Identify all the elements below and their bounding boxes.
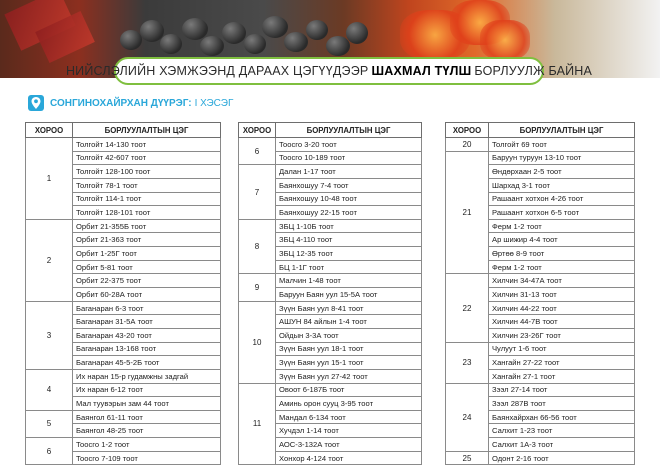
sales-point: Баруун туруун 13-10 тоот [489,151,635,165]
table-row [446,342,635,356]
sales-point: Баруун Баян уул 15-5А тоот [276,288,422,302]
sales-point: Зүүн Баян уул 15-1 тоот [276,356,422,370]
khoroo-number: 9 [239,274,276,301]
khoroo-number: 11 [239,383,276,465]
sales-point: Хилчин 44-7В тоот [489,315,635,329]
sales-point: Зээл 27-14 тоот [489,383,635,397]
sales-point: Орбит 22-375 тоот [73,274,221,288]
sales-point: Толгойт 42-607 тоот [73,151,221,165]
sales-point: Баянхайрхан 66-56 тоот [489,410,635,424]
sales-point: Баянгол 48-25 тоот [73,424,221,438]
sales-point: Мал туувэрын зам 44 тоот [73,397,221,411]
column-header-khoroo: ХОРОО [446,123,489,138]
table-row [26,138,221,152]
sales-point: Мандал 6-134 тоот [276,410,422,424]
table-row [446,138,635,152]
sales-point: Тоосго 10-189 тоот [276,151,422,165]
khoroo-number: 23 [446,342,489,383]
khoroo-number: 10 [239,301,276,383]
khoroo-number: 21 [446,151,489,274]
table-row [239,165,422,179]
khoroo-number: 2 [26,219,73,301]
khoroo-number: 7 [239,165,276,220]
sales-point: Баянхошуу 22-15 тоот [276,206,422,220]
sales-point: Орбит 60-28А тоот [73,288,221,302]
sales-point: Хучдэл 1-14 тоот [276,424,422,438]
sales-point: Орбит 21-363 тоот [73,233,221,247]
district-heading [28,95,233,111]
sales-point: Салхит 1-23 тоот [489,424,635,438]
sales-point: Шархад 3-1 тоот [489,178,635,192]
sales-points-table-2 [238,122,422,465]
sales-point: Далан 1-17 тоот [276,165,422,179]
table-row [26,410,221,424]
sales-point: Баянхошуу 7-4 тоот [276,178,422,192]
sales-point: Баганаран 45-5-2Б тоот [73,356,221,370]
khoroo-number: 1 [26,138,73,220]
sales-point: Салхит 1А-3 тоот [489,438,635,452]
location-pin-icon [28,95,44,111]
sales-point: БЦ 1-1Г тоот [276,260,422,274]
sales-point: Өндөрхаан 2-5 тоот [489,165,635,179]
district-part: I ХЭСЭГ [194,97,234,109]
sales-point: Баганаран 43-20 тоот [73,328,221,342]
column-header-point: БОРЛУУЛАЛТЫН ЦЭГ [276,123,422,138]
sales-point: ЗБЦ 4-110 тоот [276,233,422,247]
khoroo-number: 3 [26,301,73,369]
table-row [26,301,221,315]
sales-point: Зүүн Баян уул 27-42 тоот [276,369,422,383]
sales-point: Аминь орон сууц 3-95 тоот [276,397,422,411]
column-header-khoroo: ХОРОО [239,123,276,138]
khoroo-number: 6 [26,438,73,465]
sales-point: Баянгол 61-11 тоот [73,410,221,424]
khoroo-number: 8 [239,219,276,274]
sales-point: Баганаран 31-5А тоот [73,315,221,329]
khoroo-number: 5 [26,410,73,437]
table-row [446,383,635,397]
sales-point: Рашаант хотхон 4-26 тоот [489,192,635,206]
khoroo-number: 22 [446,274,489,342]
sales-point: Тоосго 1-2 тоот [73,438,221,452]
sales-point: Зээл 287В тоот [489,397,635,411]
sales-point: Хилчин 23-26Г тоот [489,328,635,342]
sales-point: Хилчин 44-22 тоот [489,301,635,315]
sales-point: Тоосго 7-109 тоот [73,451,221,465]
sales-point: ЗБЦ 1-10Б тоот [276,219,422,233]
district-name: СОНГИНОХАЙРХАН ДҮҮРЭГ: [50,97,192,109]
sales-point: Баганаран 13-168 тоот [73,342,221,356]
sales-point: Одонт 2-16 тоот [489,451,635,465]
table-row [239,219,422,233]
sales-point: Толгойт 69 тоот [489,138,635,152]
sales-point: Ферм 1-2 тоот [489,260,635,274]
sales-point: Баганаран 6-3 тоот [73,301,221,315]
sales-point: ЗБЦ 12-35 тоот [276,247,422,261]
sales-point: Толгойт 128-100 тоот [73,165,221,179]
table-row [239,383,422,397]
sales-point: Хилчин 34-47А тоот [489,274,635,288]
sales-points-table-3 [445,122,635,465]
sales-point: АОС-3-132А тоот [276,438,422,452]
sales-point: Малчин 1-48 тоот [276,274,422,288]
sales-point: Орбит 21-355Б тоот [73,219,221,233]
sales-point: Баянхошуу 10-48 тоот [276,192,422,206]
table-row [239,274,422,288]
sales-point: Толгойт 78-1 тоот [73,178,221,192]
sales-point: Их наран 6-12 тоот [73,383,221,397]
sales-point: Чулуут 1-6 тоот [489,342,635,356]
table-row [446,274,635,288]
sales-point: Толгойт 128-101 тоот [73,206,221,220]
column-header-khoroo: ХОРОО [26,123,73,138]
title-suffix: БОРЛУУЛЖ БАЙНА [474,64,593,78]
table-row [26,369,221,383]
sales-point: АШУН 84 айлын 1-4 тоот [276,315,422,329]
sales-point: Зүүн Баян уул 18-1 тоот [276,342,422,356]
khoroo-number: 20 [446,138,489,152]
sales-point: Орбит 1-25Г тоот [73,247,221,261]
sales-point: Толгойт 14-130 тоот [73,138,221,152]
sales-point: Ар шижир 4-4 тоот [489,233,635,247]
khoroo-number: 4 [26,369,73,410]
table-row [26,438,221,452]
table-row [239,138,422,152]
title-prefix: НИЙСЛЭЛИЙН ХЭМЖЭЭНД ДАРААХ ЦЭГҮҮДЭЭР [65,64,369,78]
sales-point: Рашаант хотхон 6-5 тоот [489,206,635,220]
sales-point: Өртөө 8-9 тоот [489,247,635,261]
table-row [446,151,635,165]
sales-point: Толгойт 114-1 тоот [73,192,221,206]
sales-point: Овоот 6-187Б тоот [276,383,422,397]
khoroo-number: 24 [446,383,489,451]
sales-point: Хилчин 31-13 тоот [489,288,635,302]
sales-point: Хангайн 27-22 тоот [489,356,635,370]
khoroo-number: 6 [239,138,276,165]
sales-point: Хангайн 27-1 тоот [489,369,635,383]
table-row [446,451,635,465]
column-header-point: БОРЛУУЛАЛТЫН ЦЭГ [73,123,221,138]
table-row [239,301,422,315]
sales-point: Ферм 1-2 тоот [489,219,635,233]
title-highlight: ШАХМАЛ ТҮЛШ [371,64,472,78]
khoroo-number: 25 [446,451,489,465]
title-banner [65,57,593,85]
sales-point: Орбит 5-81 тоот [73,260,221,274]
sales-points-table-1 [25,122,221,465]
sales-point: Зүүн Баян уул 8-41 тоот [276,301,422,315]
sales-point: Ойдын 3-3А тоот [276,328,422,342]
table-row [26,219,221,233]
sales-point: Их наран 15-р гудамжны задгай [73,369,221,383]
column-header-point: БОРЛУУЛАЛТЫН ЦЭГ [489,123,635,138]
sales-point: Хонхор 4-124 тоот [276,451,422,465]
sales-point: Тоосго 3-20 тоот [276,138,422,152]
